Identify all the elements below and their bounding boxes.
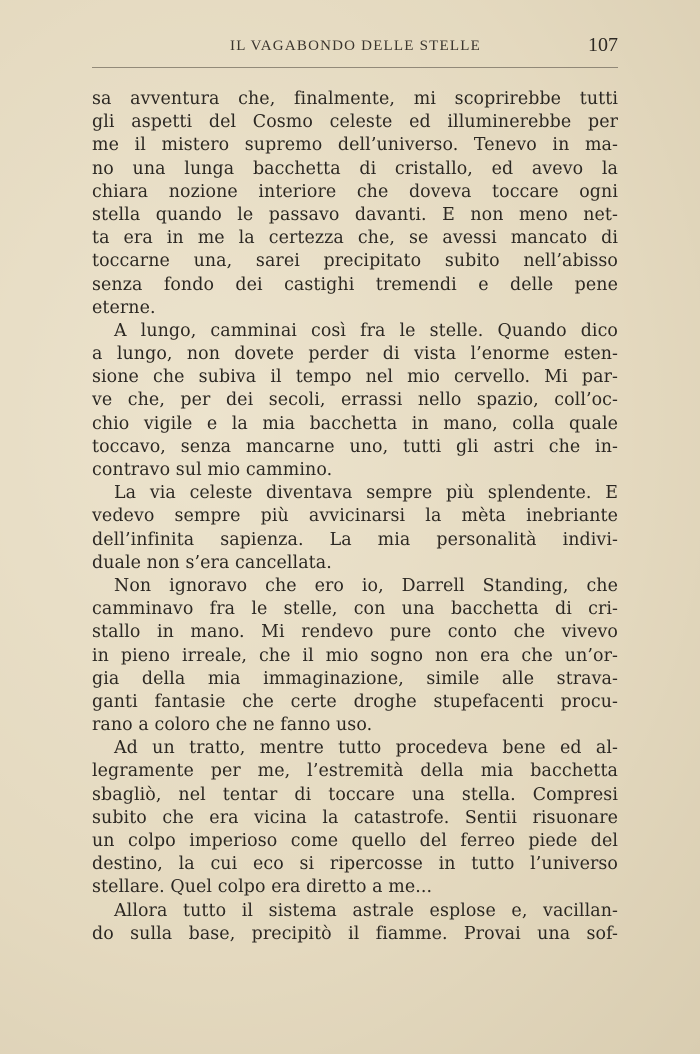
text-line: eterne. (92, 297, 156, 318)
text-line: stellare. Quel colpo era diretto a me... (92, 877, 433, 898)
text-line: me il mistero supremo dell’universo. Tenevo in ma- (92, 135, 618, 156)
text-line: ganti fantasie che certe droghe stupefacenti procu- (92, 691, 618, 712)
text-line: gli aspetti del Cosmo celeste ed illuminerebbe per (92, 112, 618, 133)
text-line: rano a coloro che ne fanno uso. (92, 715, 373, 736)
text-line: Allora tutto il sistema astrale esplose e, vacillan- (114, 900, 618, 921)
header-rule (92, 67, 618, 68)
text-line: do sulla base, precipitò il fiamme. Provai una sof- (92, 923, 618, 944)
text-line: destino, la cui eco si ripercosse in tutto l’universo (92, 854, 618, 875)
text-line: legramente per me, l’estremità della mia bacchetta (92, 761, 618, 782)
text-line: chiara nozione interiore che doveva toccare ogni (92, 181, 618, 202)
body-text (92, 88, 618, 946)
text-line: Non ignoravo che ero io, Darrell Standing, che (114, 575, 618, 596)
text-line: sa avventura che, finalmente, mi scoprirebbe tutti (92, 89, 618, 109)
text-line: duale non s’era cancellata. (92, 552, 332, 573)
page-header (92, 36, 618, 64)
text-line: ta era in me la certezza che, se avessi mancato di (92, 228, 618, 249)
text-line: in pieno irreale, che il mio sogno non era che un’or- (92, 645, 618, 666)
text-line: dell’infinita sapienza. La mia personalità indivi- (92, 529, 618, 550)
text-line: un colpo imperioso come quello del ferreo piede del (92, 831, 618, 851)
text-line: vedevo sempre più avvicinarsi la mèta inebriante (92, 506, 618, 527)
page-number: 107 (588, 34, 618, 56)
text-line: La via celeste diventava sempre più splendente. E (114, 483, 618, 504)
text-line: sione che subiva il tempo nel mio cervello. Mi par- (92, 367, 618, 388)
text-line: toccarne una, sarei precipitato subito nell’abisso (92, 251, 618, 272)
text-line: toccavo, senza mancarne uno, tutti gli astri che in- (92, 436, 618, 457)
text-line: ve che, per dei secoli, errassi nello spazio, coll’oc- (92, 390, 618, 411)
text-line: no una lunga bacchetta di cristallo, ed avevo la (92, 158, 618, 179)
text-line: senza fondo dei castighi tremendi e delle pene (92, 274, 618, 295)
text-line: sbagliò, nel tentar di toccare una stella. Compresi (92, 784, 618, 805)
text-line: gia della mia immaginazione, simile alle strava- (92, 668, 618, 689)
text-line: stella quando le passavo davanti. E non meno net- (92, 204, 618, 225)
text-line: stallo in mano. Mi rendevo pure conto che vivevo (92, 622, 618, 643)
text-line: Ad un tratto, mentre tutto procedeva bene ed al- (114, 738, 618, 759)
text-line: a lungo, non dovete perder di vista l’enorme esten- (92, 344, 618, 365)
running-title: IL VAGABONDO DELLE STELLE (230, 38, 481, 54)
text-line: subito che era vicina la catastrofe. Sentii risuonare (92, 807, 618, 828)
text-line: chio vigile e la mia bacchetta in mano, colla quale (92, 413, 618, 434)
text-line: contravo sul mio cammino. (92, 460, 333, 480)
text-line: camminavo fra le stelle, con una bacchetta di cri- (92, 599, 618, 620)
text-line: A lungo, camminai così fra le stelle. Quando dico (114, 320, 618, 341)
